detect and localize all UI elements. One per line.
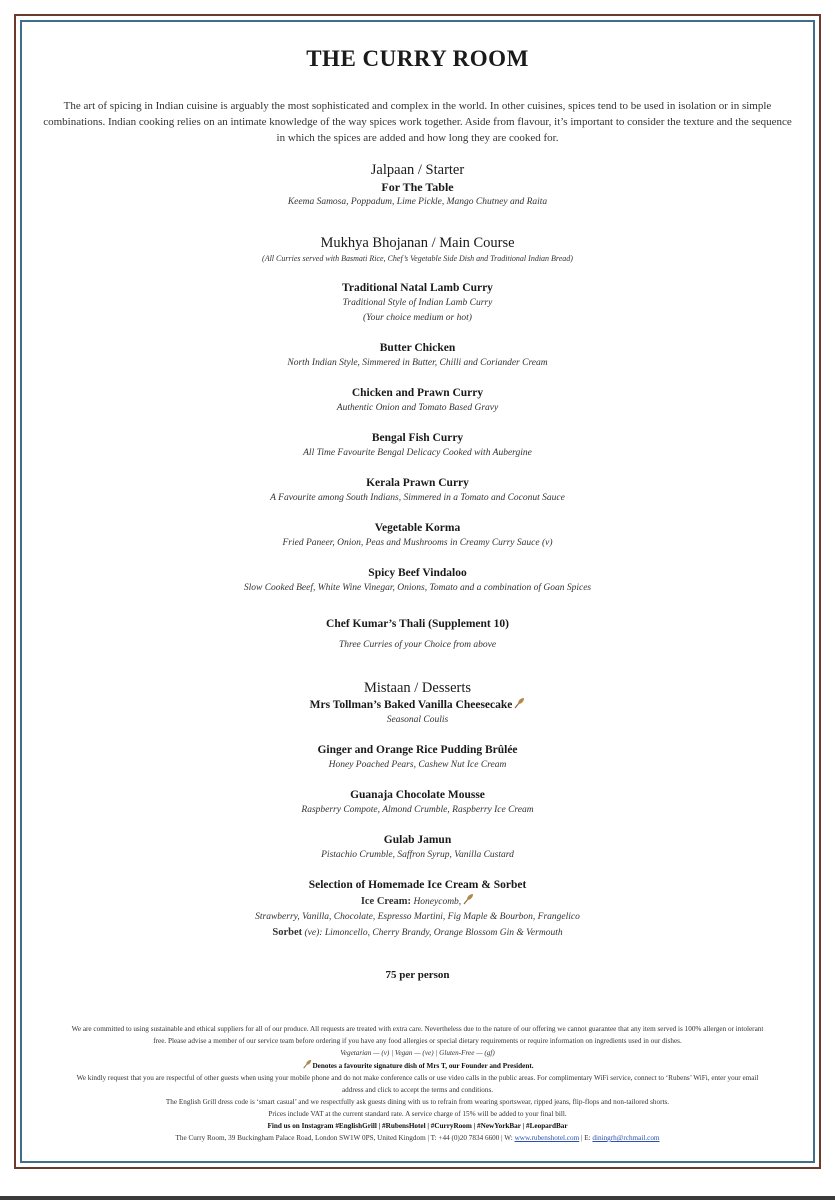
dish-beef-vindaloo <box>40 565 795 596</box>
dish-name <box>40 697 795 713</box>
ice-cream-line <box>40 893 795 910</box>
dish-chicken-prawn-curry <box>40 385 795 416</box>
email-link[interactable]: diningrh@rchmail.com <box>592 1134 660 1142</box>
dish-name: Vegetable Korma <box>374 522 461 534</box>
dish-name: Guanaja Chocolate Mousse <box>350 789 485 801</box>
dish-kerala-prawn-curry <box>40 475 795 506</box>
dish-description: Pistachio Crumble, Saffron Syrup, Vanilla Custard <box>321 850 514 860</box>
starter-description: Keema Samosa, Poppadum, Lime Pickle, Mango Chutney and Raita <box>287 197 548 207</box>
address-text: The Curry Room, 39 Buckingham Palace Road, London SW1W 0PS, United Kingdom | T: +44 (0)20 7834 6600 | W: <box>175 1134 513 1142</box>
menu-page <box>40 40 795 983</box>
signature-leaf-icon <box>513 697 525 709</box>
dish-description: A Favourite among South Indians, Simmered in a Tomato and Coconut Sauce <box>270 493 565 503</box>
dish-description: All Time Favourite Bengal Delicacy Cooked with Aubergine <box>303 448 532 458</box>
dish-bengal-fish-curry <box>40 430 795 461</box>
dish-butter-chicken <box>40 340 795 371</box>
dessert-ice-cream-sorbet <box>40 877 795 941</box>
dish-description: Fried Paneer, Onion, Peas and Mushrooms in Creamy Curry Sauce (v) <box>282 538 553 548</box>
ice-cream-first: Honeycomb, <box>413 897 462 907</box>
dessert-rice-pudding <box>40 742 795 773</box>
footer-signature-note <box>70 1059 765 1072</box>
starter-heading: Jalpaan / Starter <box>370 162 465 178</box>
dish-name-text: Mrs Tollman’s Baked Vanilla Cheesecake <box>309 699 513 711</box>
intro-paragraph: The art of spicing in Indian cuisine is arguably the most sophisticated and complex in the world. In other cuisines, spices tend to be used in isolation or in simple combinations. Indian cooking relies on an intimate knowledge of the way spices work together. Aside from flavour, it’s important to consider the texture and the sequence in which the spices are added and how long they are cooked for. <box>43 100 792 144</box>
dish-name: Butter Chicken <box>379 342 456 354</box>
dish-description: Three Curries of your Choice from above <box>338 640 497 650</box>
dish-thali <box>40 616 795 653</box>
dish-description: Authentic Onion and Tomato Based Gravy <box>336 403 499 413</box>
dish-description: Seasonal Coulis <box>386 715 449 725</box>
dessert-chocolate-mousse <box>40 787 795 818</box>
dish-description: Traditional Style of Indian Lamb Curry <box>342 298 493 308</box>
dish-description: Raspberry Compote, Almond Crumble, Raspberry Ice Cream <box>301 805 534 815</box>
dish-name: Kerala Prawn Curry <box>366 477 469 489</box>
page-title: THE CURRY ROOM <box>306 46 529 71</box>
dish-vegetable-korma <box>40 520 795 551</box>
signature-leaf-icon <box>302 1059 312 1069</box>
sorbet-line <box>40 925 795 941</box>
footer-vat: Prices include VAT at the current standard rate. A service charge of 15% will be added to your final bill. <box>268 1110 567 1118</box>
desserts-heading: Mistaan / Desserts <box>363 680 472 696</box>
footer-dress-code: The English Grill dress code is ‘smart casual’ and we respectfully ask guests dining with us to refrain from wearing sportswear, ripped jeans, flip-flops and non-tailored shorts. <box>165 1098 670 1106</box>
footer-wifi: We kindly request that you are respectful of other guests when using your mobile phone and do not make conference calls or use video calls in the public areas. For complimentary WiFi service, connect to ‘Rubens’ WiFi, enter your email address and click to accept the terms and conditions. <box>76 1074 759 1094</box>
price: 75 per person <box>385 969 450 981</box>
footer-address <box>70 1132 765 1144</box>
dish-name: Bengal Fish Curry <box>371 432 464 444</box>
dish-name: Traditional Natal Lamb Curry <box>342 282 493 294</box>
dish-description: Honey Poached Pears, Cashew Nut Ice Cream <box>328 760 507 770</box>
dish-description: Slow Cooked Beef, White Wine Vinegar, Onions, Tomato and a combination of Goan Spices <box>243 583 592 593</box>
dessert-cheesecake <box>40 697 795 728</box>
dish-name: Chef Kumar’s Thali (Supplement 10) <box>326 618 509 630</box>
instagram-text: Find us on Instagram #EnglishGrill | #RubensHotel | #CurryRoom | #NewYorkBar | #LeopardBar <box>267 1122 568 1130</box>
sorbet-label: Sorbet <box>272 927 303 938</box>
dish-description-extra: (Your choice medium or hot) <box>363 313 472 323</box>
email-label: | E: <box>580 1134 591 1142</box>
ice-cream-label: Ice Cream: <box>360 896 412 907</box>
footer-instagram <box>70 1120 765 1132</box>
dessert-gulab-jamun <box>40 832 795 863</box>
dish-name: Spicy Beef Vindaloo <box>368 567 467 579</box>
dish-name: Ginger and Orange Rice Pudding Brûlée <box>317 744 518 756</box>
dish-name: Gulab Jamun <box>383 834 452 846</box>
ice-cream-flavours: Strawberry, Vanilla, Chocolate, Espresso Martini, Fig Maple & Bourbon, Frangelico <box>255 912 580 922</box>
footer-diet-legend: Vegetarian — (v) | Vegan — (ve) | Gluten-Free — (gf) <box>340 1049 495 1057</box>
dish-lamb-curry <box>40 280 795 326</box>
sorbet-vegan-mark: (ve): <box>304 928 323 938</box>
main-note: (All Curries served with Basmati Rice, Chef’s Vegetable Side Dish and Traditional Indian Bread) <box>262 254 573 263</box>
footer <box>70 1023 765 1144</box>
signature-note-text: Denotes a favourite signature dish of Mrs T, our Founder and President. <box>312 1062 534 1070</box>
dish-name: Selection of Homemade Ice Cream & Sorbet <box>308 879 527 891</box>
starter-subheading: For The Table <box>381 180 454 194</box>
main-heading: Mukhya Bhojanan / Main Course <box>320 235 515 251</box>
dish-description: North Indian Style, Simmered in Butter, Chilli and Coriander Cream <box>287 358 548 368</box>
signature-leaf-icon <box>462 893 474 905</box>
website-link[interactable]: www.rubenshotel.com <box>514 1134 580 1142</box>
sorbet-flavours: Limoncello, Cherry Brandy, Orange Blossom Gin & Vermouth <box>324 928 563 938</box>
bottom-bar <box>0 1196 835 1200</box>
footer-sustainability: We are committed to using sustainable and ethical suppliers for all of our produce. All requests are treated with extra care. Nevertheless due to the nature of our offering we cannot guarantee that any item served is 100% allergen or intolerant free. Please advise a member of our service team before ordering if you have any food allergies or special dietary requirements or require information on ingredients used in our dishes. <box>71 1025 764 1045</box>
dish-name: Chicken and Prawn Curry <box>351 387 484 399</box>
